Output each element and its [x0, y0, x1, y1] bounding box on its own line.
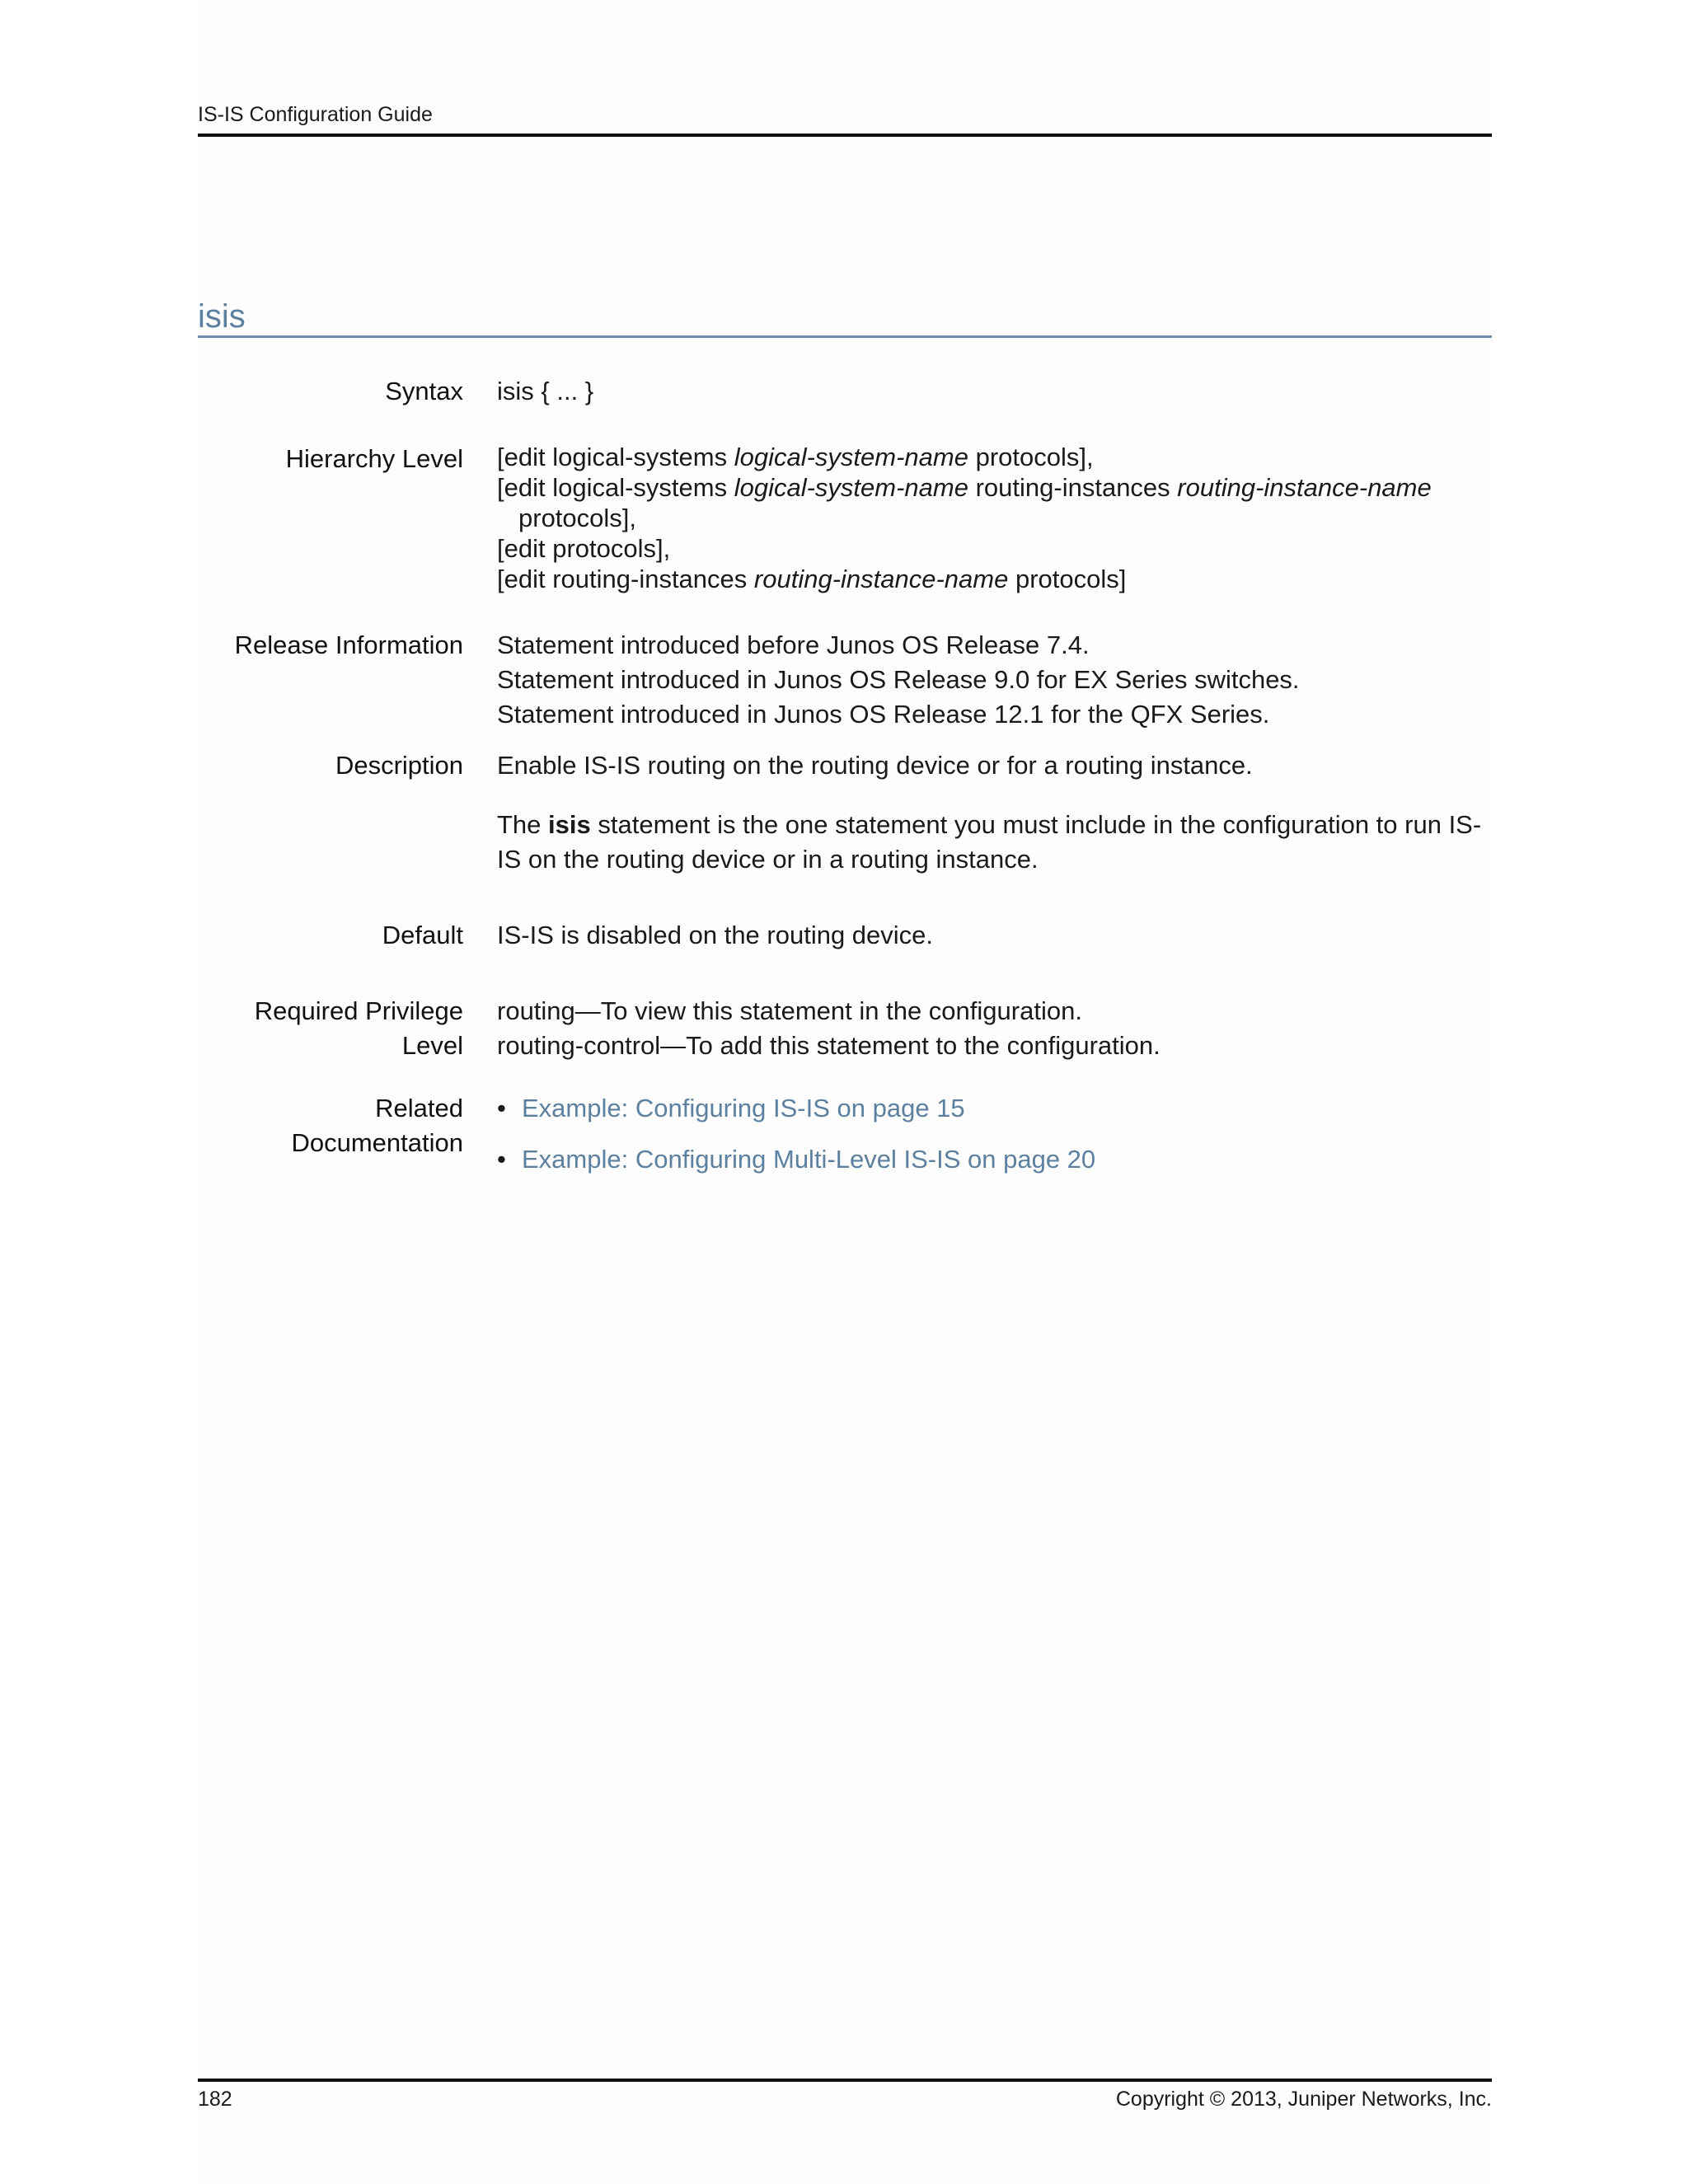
release-label: Release Information — [234, 630, 463, 659]
bullet-icon: • — [497, 1145, 506, 1174]
header-rule — [198, 134, 1492, 137]
running-header — [198, 101, 1492, 129]
privilege-line: routing-control—To add this statement to the configuration. — [497, 1031, 1160, 1060]
guide-title: IS-IS Configuration Guide — [198, 103, 433, 126]
release-line: Statement introduced in Junos OS Release 12.1 for the QFX Series. — [497, 700, 1270, 729]
page-number: 182 — [198, 2088, 232, 2111]
related-links — [497, 1091, 1494, 1177]
related-link-isis-example[interactable] — [497, 1091, 1494, 1126]
release-line: Statement introduced in Junos OS Release 9.0 for EX Series switches. — [497, 665, 1300, 694]
privilege-line: routing—To view this statement in the configuration. — [497, 996, 1082, 1025]
related-label: Related Documentation — [291, 1094, 463, 1157]
hierarchy-lines — [497, 442, 1494, 594]
description-para: The isis statement is the one statement you must include in the configuration to run IS-IS on the routing device or in a routing instance. — [497, 810, 1482, 874]
section-title: isis — [198, 298, 246, 335]
syntax-label: Syntax — [385, 377, 463, 405]
syntax-value: isis { ... } — [497, 377, 594, 405]
release-lines — [497, 628, 1494, 732]
privilege-label: Required Privilege Level — [254, 996, 463, 1060]
related-link-text[interactable]: Example: Configuring Multi-Level IS-IS on page 20 — [522, 1145, 1096, 1174]
release-line: Statement introduced before Junos OS Release 7.4. — [497, 630, 1090, 659]
description-para: Enable IS-IS routing on the routing device or for a routing instance. — [497, 751, 1253, 780]
default-value: IS-IS is disabled on the routing device. — [497, 921, 934, 949]
hierarchy-line: [edit logical-systems logical-system-name routing-instances routing-instance-name — [497, 473, 1432, 502]
privilege-lines — [497, 994, 1494, 1063]
copyright: Copyright © 2013, Juniper Networks, Inc. — [1115, 2088, 1492, 2111]
hierarchy-line: [edit routing-instances routing-instance-name protocols] — [497, 565, 1127, 593]
hierarchy-label: Hierarchy Level — [285, 444, 463, 473]
related-link-multilevel-example[interactable] — [497, 1142, 1494, 1177]
default-label: Default — [382, 921, 463, 949]
isis-keyword: isis — [548, 810, 591, 839]
hierarchy-line: [edit protocols], — [497, 534, 671, 563]
related-link-text[interactable]: Example: Configuring IS-IS on page 15 — [522, 1094, 965, 1122]
description-body — [497, 748, 1494, 877]
description-label: Description — [335, 751, 463, 780]
hierarchy-line: protocols], — [518, 504, 637, 532]
bullet-icon: • — [497, 1094, 506, 1122]
title-rule — [198, 335, 1492, 338]
hierarchy-line: [edit logical-systems logical-system-name protocols], — [497, 443, 1094, 471]
footer-rule — [198, 2079, 1492, 2082]
